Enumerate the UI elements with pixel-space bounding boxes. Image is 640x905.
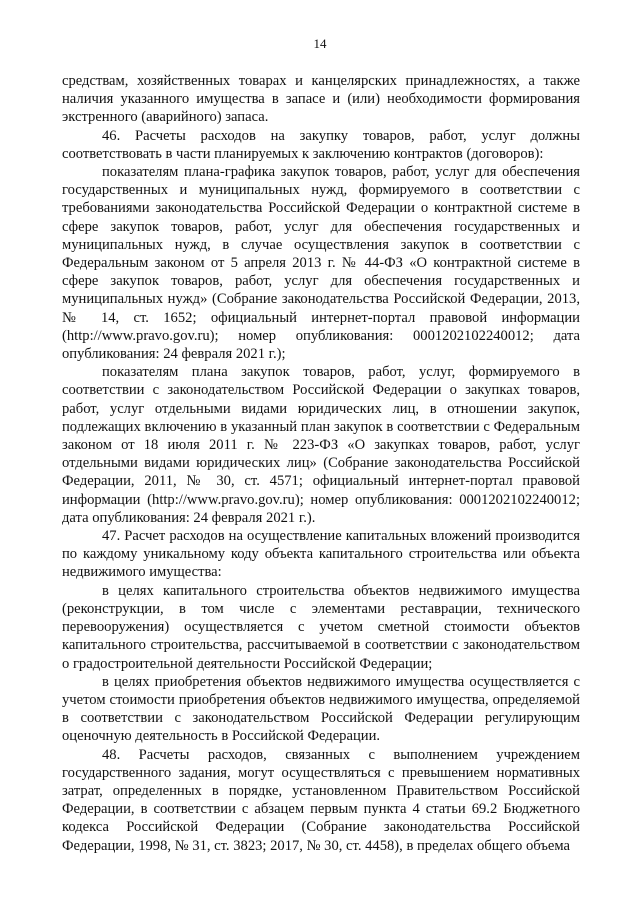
paragraph-plan-schedule: показателям плана-графика закупок товаров, работ, услуг для обеспечения государственных и муниципальных нужд, формируемого в соответствии с требованиями законодательства Российской Федерации о контрактной системе в сфере закупок товаров, работ, услуг для обеспечения государственных и муниципальных нужд, в случае осуществления закупок в соответствии с Федеральным законом от 5 апреля 2013 г. № 44-ФЗ «О контрактной системе в сфере закупок товаров, работ, услуг для обеспечения государственных и муниципальных нужд» (Собрание законодательства Российской Федерации, 2013, № 14, ст. 1652; официальный интернет-портал правовой информации (http://www.pravo.gov.ru); номер опубликования: 0001202102240012; дата опубликования: 24 февраля 2021 г.);	[62, 164, 580, 363]
paragraph-capital-construction: в целях капитального строительства объектов недвижимого имущества (реконструкции, в том числе с элементами реставрации, технического перевооружения) осуществляется с учетом сметной стоимости объектов капитального строительства, рассчитываемой в соответствии с законодательством о градостроительной деятельности Российской Федерации;	[62, 582, 580, 672]
page-number: 14	[313, 36, 327, 51]
paragraph-46: 46. Расчеты расходов на закупку товаров, работ, услуг должны соответствовать в части планируемых к заключению контрактов (договоров):	[62, 127, 580, 162]
paragraph-continuation: средствам, хозяйственных товарах и канцелярских принадлежностях, а также наличия указанного имущества в запасе и (или) необходимости формирования экстренного (аварийного) запаса.	[62, 73, 580, 126]
document-body	[62, 72, 580, 855]
paragraph-procurement-plan: показателям плана закупок товаров, работ, услуг, формируемого в соответствии с законодательством Российской Федерации о закупках товаров, работ, услуг отдельными видами юридических лиц, в отношении закупок, подлежащих включению в указанный план закупок в соответствии с Федеральным законом от 18 июля 2011 г. № 223-ФЗ «О закупках товаров, работ, услуг отдельными видами юридических лиц» (Собрание законодательства Российской Федерации, 2011, № 30, ст. 4571; официальный интернет-портал правовой информации (http://www.pravo.gov.ru); номер опубликования: 0001202102240012; дата опубликования: 24 февраля 2021 г.).	[62, 364, 580, 526]
paragraph-real-estate-acquisition: в целях приобретения объектов недвижимого имущества осуществляется с учетом стоимости приобретения объектов недвижимого имущества, определяемой в соответствии с законодательством Российской Федерации регулирующим оценочную деятельность в Российской Федерации.	[62, 673, 580, 745]
paragraph-47: 47. Расчет расходов на осуществление капитальных вложений производится по каждому уникальному коду объекта капитального строительства или объекта недвижимого имущества:	[62, 528, 580, 581]
paragraph-48: 48. Расчеты расходов, связанных с выполнением учреждением государственного задания, могут осуществляться с превышением нормативных затрат, определенных в порядке, установленном Правительством Российской Федерации, в соответствии с абзацем первым пункта 4 статьи 69.2 Бюджетного кодекса Российской Федерации (Собрание законодательства Российской Федерации, 1998, № 31, ст. 3823; 2017, № 30, ст. 4458), в пределах общего объема	[62, 746, 580, 854]
